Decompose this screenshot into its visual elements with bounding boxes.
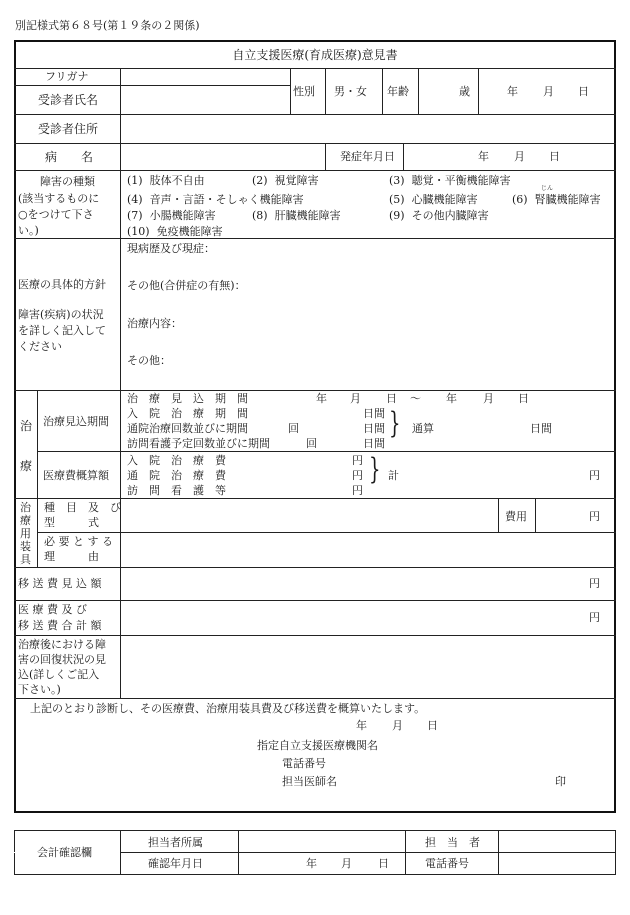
patient-name-label: 受診者氏名 bbox=[38, 93, 99, 107]
treatment-side-1: 治 bbox=[20, 419, 33, 433]
inpatient-label: 入 院 治 療 期 間 bbox=[127, 407, 248, 420]
onset-day: 日 bbox=[549, 150, 560, 163]
equip-type-label-1: 種 目 及 び bbox=[44, 501, 121, 514]
equip-side-3: 用 bbox=[20, 527, 31, 540]
period-tilde: ～ bbox=[410, 392, 421, 405]
period-day-1: 日 bbox=[386, 392, 397, 405]
cost-inpatient-label: 入 院 治 療 費 bbox=[127, 454, 226, 467]
prognosis-label-2: 害の回復状況の見 bbox=[18, 653, 106, 666]
disability-option[interactable]: (7) 小腸機能障害 bbox=[127, 209, 216, 222]
total-period-label: 通算 bbox=[412, 422, 434, 435]
disability-label-4: い。) bbox=[18, 224, 39, 237]
policy-label-1: 医療の具体的方針 bbox=[18, 278, 106, 291]
total-cost-label-2: 移 送 費 合 計 額 bbox=[18, 619, 102, 632]
equip-side-1: 治 bbox=[20, 501, 31, 514]
form-id: 別記様式第６８号(第１９条の２関係) bbox=[15, 19, 200, 32]
disability-option[interactable]: (10) 免疫機能障害 bbox=[127, 225, 223, 238]
phone-label: 電話番号 bbox=[282, 757, 326, 770]
outpatient-label: 通院治療回数並びに期間 bbox=[127, 422, 248, 435]
prognosis-label-4: 下さい。) bbox=[18, 683, 61, 696]
disability-option[interactable]: (1) 肢体不自由 bbox=[127, 174, 205, 187]
brace-cost: } bbox=[369, 453, 381, 487]
period-year-2: 年 bbox=[446, 392, 457, 405]
treatment-side-2: 療 bbox=[20, 459, 33, 473]
outpatient-unit: 日間 bbox=[363, 422, 385, 435]
declaration-year: 年 bbox=[356, 719, 367, 732]
disease-label: 病 名 bbox=[45, 150, 94, 164]
ruby-jin: じん bbox=[541, 185, 554, 192]
disability-option[interactable]: (5) 心臓機能障害 bbox=[389, 193, 478, 206]
cost-visiting-label: 訪 問 看 護 等 bbox=[127, 484, 226, 497]
complication-field[interactable]: その他(合併症の有無)： bbox=[127, 279, 246, 292]
dept-label: 担当者所属 bbox=[148, 836, 203, 849]
policy-label-2: 障害(疾病)の状況 bbox=[18, 308, 104, 321]
brace-period: } bbox=[389, 407, 401, 441]
equip-cost-label: 費用 bbox=[505, 510, 527, 523]
confirm-year: 年 bbox=[306, 857, 317, 870]
equip-reason-label-2: 理 由 bbox=[44, 550, 99, 563]
onset-year: 年 bbox=[478, 150, 489, 163]
cost-visiting-yen: 円 bbox=[352, 484, 363, 497]
equip-side-5: 具 bbox=[20, 553, 31, 566]
disability-option[interactable]: (4) 音声・言語・そしゃく機能障害 bbox=[127, 193, 304, 206]
disability-label-1: 障害の種類 bbox=[40, 175, 95, 188]
cost-sum-yen: 円 bbox=[589, 469, 600, 482]
equip-side-2: 療 bbox=[20, 514, 31, 527]
outpatient-times: 回 bbox=[288, 422, 299, 435]
cost-inpatient-yen: 円 bbox=[352, 454, 363, 467]
total-cost-yen: 円 bbox=[589, 611, 600, 624]
cost-sum-label: 計 bbox=[388, 469, 399, 482]
equip-side-4: 装 bbox=[20, 540, 31, 553]
equip-cost-yen: 円 bbox=[589, 510, 600, 523]
declaration-text: 上記のとおり診断し、その医療費、治療用装具費及び移送費を概算いたします。 bbox=[30, 702, 426, 715]
declaration-month: 月 bbox=[392, 719, 403, 732]
confirm-month: 月 bbox=[341, 857, 352, 870]
dob-month: 月 bbox=[543, 85, 554, 98]
accounting-label: 会計確認欄 bbox=[37, 846, 92, 859]
dob-day: 日 bbox=[578, 85, 589, 98]
visiting-unit: 日間 bbox=[363, 437, 385, 450]
confirm-date-label: 確認年月日 bbox=[148, 857, 203, 870]
period-month-2: 月 bbox=[483, 392, 494, 405]
equip-type-label-2: 型 式 bbox=[44, 516, 99, 529]
transport-label: 移 送 費 見 込 額 bbox=[18, 577, 102, 590]
doctor-label: 担当医師名 bbox=[282, 775, 337, 788]
visiting-label: 訪問看護予定回数並びに期間 bbox=[127, 437, 270, 450]
confirm-day: 日 bbox=[378, 857, 389, 870]
dob-year: 年 bbox=[507, 85, 518, 98]
treatment-content-field[interactable]: 治療内容： bbox=[127, 317, 182, 330]
acct-phone-label: 電話番号 bbox=[425, 857, 469, 870]
inpatient-unit: 日間 bbox=[363, 407, 385, 420]
furigana-label: フリガナ bbox=[45, 70, 89, 83]
policy-other-field[interactable]: その他： bbox=[127, 354, 171, 367]
disability-option[interactable]: (9) その他内臓障害 bbox=[389, 209, 489, 222]
age-label: 年齢 bbox=[387, 85, 409, 98]
institution-label: 指定自立支援医療機関名 bbox=[257, 739, 378, 752]
person-label: 担 当 者 bbox=[425, 836, 480, 849]
disability-option[interactable]: (8) 肝臓機能障害 bbox=[252, 209, 341, 222]
disability-option[interactable]: (3) 聴覚・平衡機能障害 bbox=[389, 174, 511, 187]
policy-label-3: を詳しく記入して bbox=[18, 324, 106, 337]
period-label: 治 療 見 込 期 間 bbox=[127, 392, 248, 405]
equip-reason-label-1: 必 要 と す る bbox=[44, 535, 113, 548]
total-period-unit: 日間 bbox=[530, 422, 552, 435]
disability-label-2: (該当するものに bbox=[18, 192, 100, 205]
prognosis-label-1: 治療後における障 bbox=[18, 638, 106, 651]
cost-outpatient-yen: 円 bbox=[352, 469, 363, 482]
visiting-times: 回 bbox=[306, 437, 317, 450]
disability-label-3: ○をつけて下さ bbox=[18, 208, 94, 221]
disability-option[interactable]: (6) 腎臓機能障害 bbox=[512, 193, 601, 206]
onset-month: 月 bbox=[514, 150, 525, 163]
policy-label-4: ください bbox=[18, 340, 62, 353]
declaration-day: 日 bbox=[427, 719, 438, 732]
expected-period-label: 治療見込期間 bbox=[43, 415, 109, 428]
seal-mark: 印 bbox=[555, 775, 566, 788]
disability-option[interactable]: (2) 視覚障害 bbox=[252, 174, 319, 187]
period-year-1: 年 bbox=[316, 392, 327, 405]
cost-outpatient-label: 通 院 治 療 費 bbox=[127, 469, 226, 482]
patient-address-label: 受診者住所 bbox=[38, 122, 99, 136]
period-month-1: 月 bbox=[350, 392, 361, 405]
cost-estimate-label: 医療費概算額 bbox=[43, 469, 109, 482]
transport-yen: 円 bbox=[589, 577, 600, 590]
total-cost-label-1: 医 療 費 及 び bbox=[18, 603, 87, 616]
prognosis-label-3: 込(詳しくご記入 bbox=[18, 668, 100, 681]
period-day-2: 日 bbox=[518, 392, 529, 405]
form-title: 自立支援医療(育成医療)意見書 bbox=[232, 48, 398, 62]
history-field[interactable]: 現病歴及び現症： bbox=[127, 242, 215, 255]
onset-label: 発症年月日 bbox=[340, 150, 395, 163]
sex-options[interactable]: 男・女 bbox=[334, 85, 367, 98]
sex-label: 性別 bbox=[293, 85, 315, 98]
age-unit: 歳 bbox=[459, 85, 470, 98]
